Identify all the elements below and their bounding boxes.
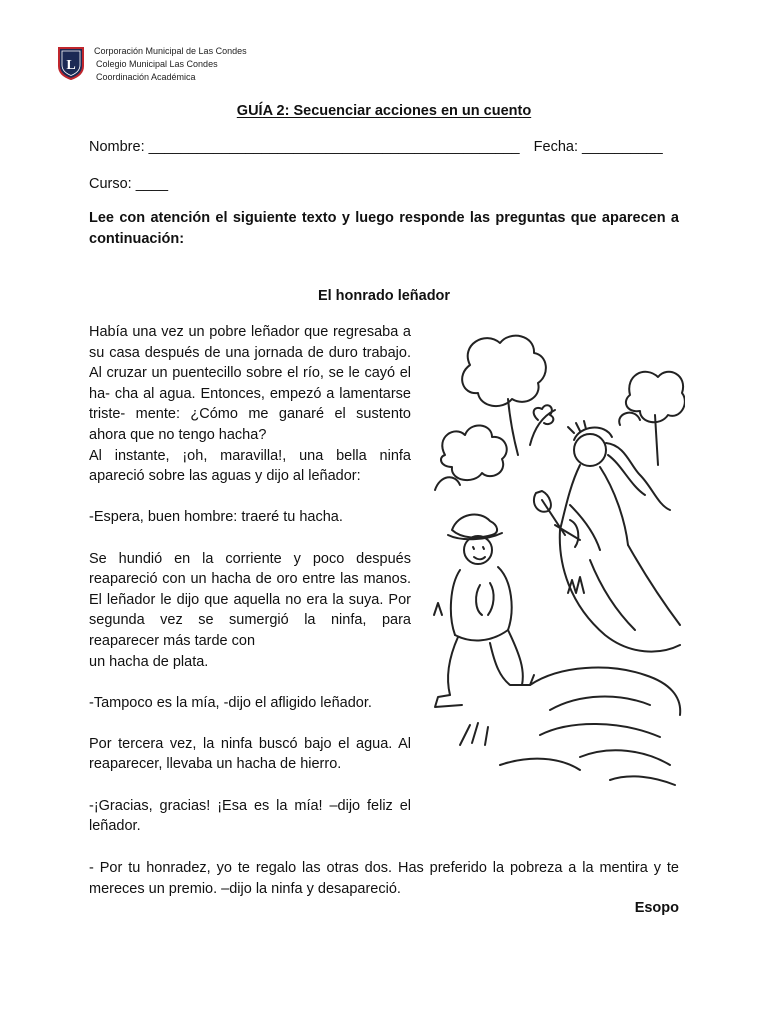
story-title: El honrado leñador — [317, 288, 451, 304]
name-blank[interactable]: ______________________________________________ — [148, 139, 520, 155]
institution-header — [94, 45, 247, 84]
story-paragraph: Había una vez un pobre leñador que regresaba a su casa después de una jornada de duro trabajo. Al cruzar un puentecillo sobre el río, se le cayó el ha- cha al agua. Entonces, empezó a lamentarse triste- mente: ¿Cómo me ganaré el sustento ahora que no tengo hacha? — [89, 324, 411, 443]
institution-line: Corporación Municipal de Las Condes — [94, 46, 247, 56]
story-paragraph: Al instante, ¡oh, maravilla!, una bella ninfa apareció sobre las aguas y dijo al leñador: — [89, 447, 411, 485]
institution-line: Coordinación Académica — [96, 72, 196, 82]
name-label: Nombre: — [89, 139, 145, 155]
story-paragraph: -¡Gracias, gracias! ¡Esa es la mía! –dijo feliz el leñador. — [89, 797, 411, 835]
story-paragraph: -Espera, buen hombre: traeré tu hacha. — [89, 509, 343, 526]
story-author: Esopo — [634, 900, 679, 916]
story-paragraph: Se hundió en la corriente y poco después reapareció con un hacha de oro entre las manos. El leñador le dijo que aquella no era la suya. Por segunda vez se sumergió la ninfa, para reaparecer más tarde con — [89, 550, 411, 649]
course-blank[interactable]: ____ — [135, 176, 169, 192]
institution-line: Colegio Municipal Las Condes — [96, 59, 218, 69]
name-date-row — [89, 139, 663, 155]
story-paragraph: Por tercera vez, la ninfa buscó bajo el agua. Al reaparecer, llevaba un hacha de hierro. — [89, 735, 411, 773]
course-row — [89, 176, 168, 192]
date-blank[interactable]: __________ — [582, 139, 663, 155]
story-closing: - Por tu honradez, yo te regalo las otras dos. Has preferido la pobreza a la mentira y te mereces un premio. –dijo la ninfa y desapareció. — [89, 860, 679, 897]
woodcutter-and-nymph-drawing-icon — [430, 325, 685, 790]
story-text — [89, 322, 411, 837]
school-crest-icon — [57, 46, 85, 80]
story-paragraph: -Tampoco es la mía, -dijo el afligido leñador. — [89, 694, 372, 711]
story-paragraph: un hacha de plata. — [89, 653, 209, 670]
course-label: Curso: — [89, 176, 132, 192]
date-label: Fecha: — [533, 139, 579, 155]
instructions: Lee con atención el siguiente texto y luego responde las preguntas que aparecen a continuación: — [89, 210, 679, 247]
guide-title: GUÍA 2: Secuenciar acciones en un cuento — [236, 103, 532, 119]
logo-letter: L — [66, 58, 76, 73]
